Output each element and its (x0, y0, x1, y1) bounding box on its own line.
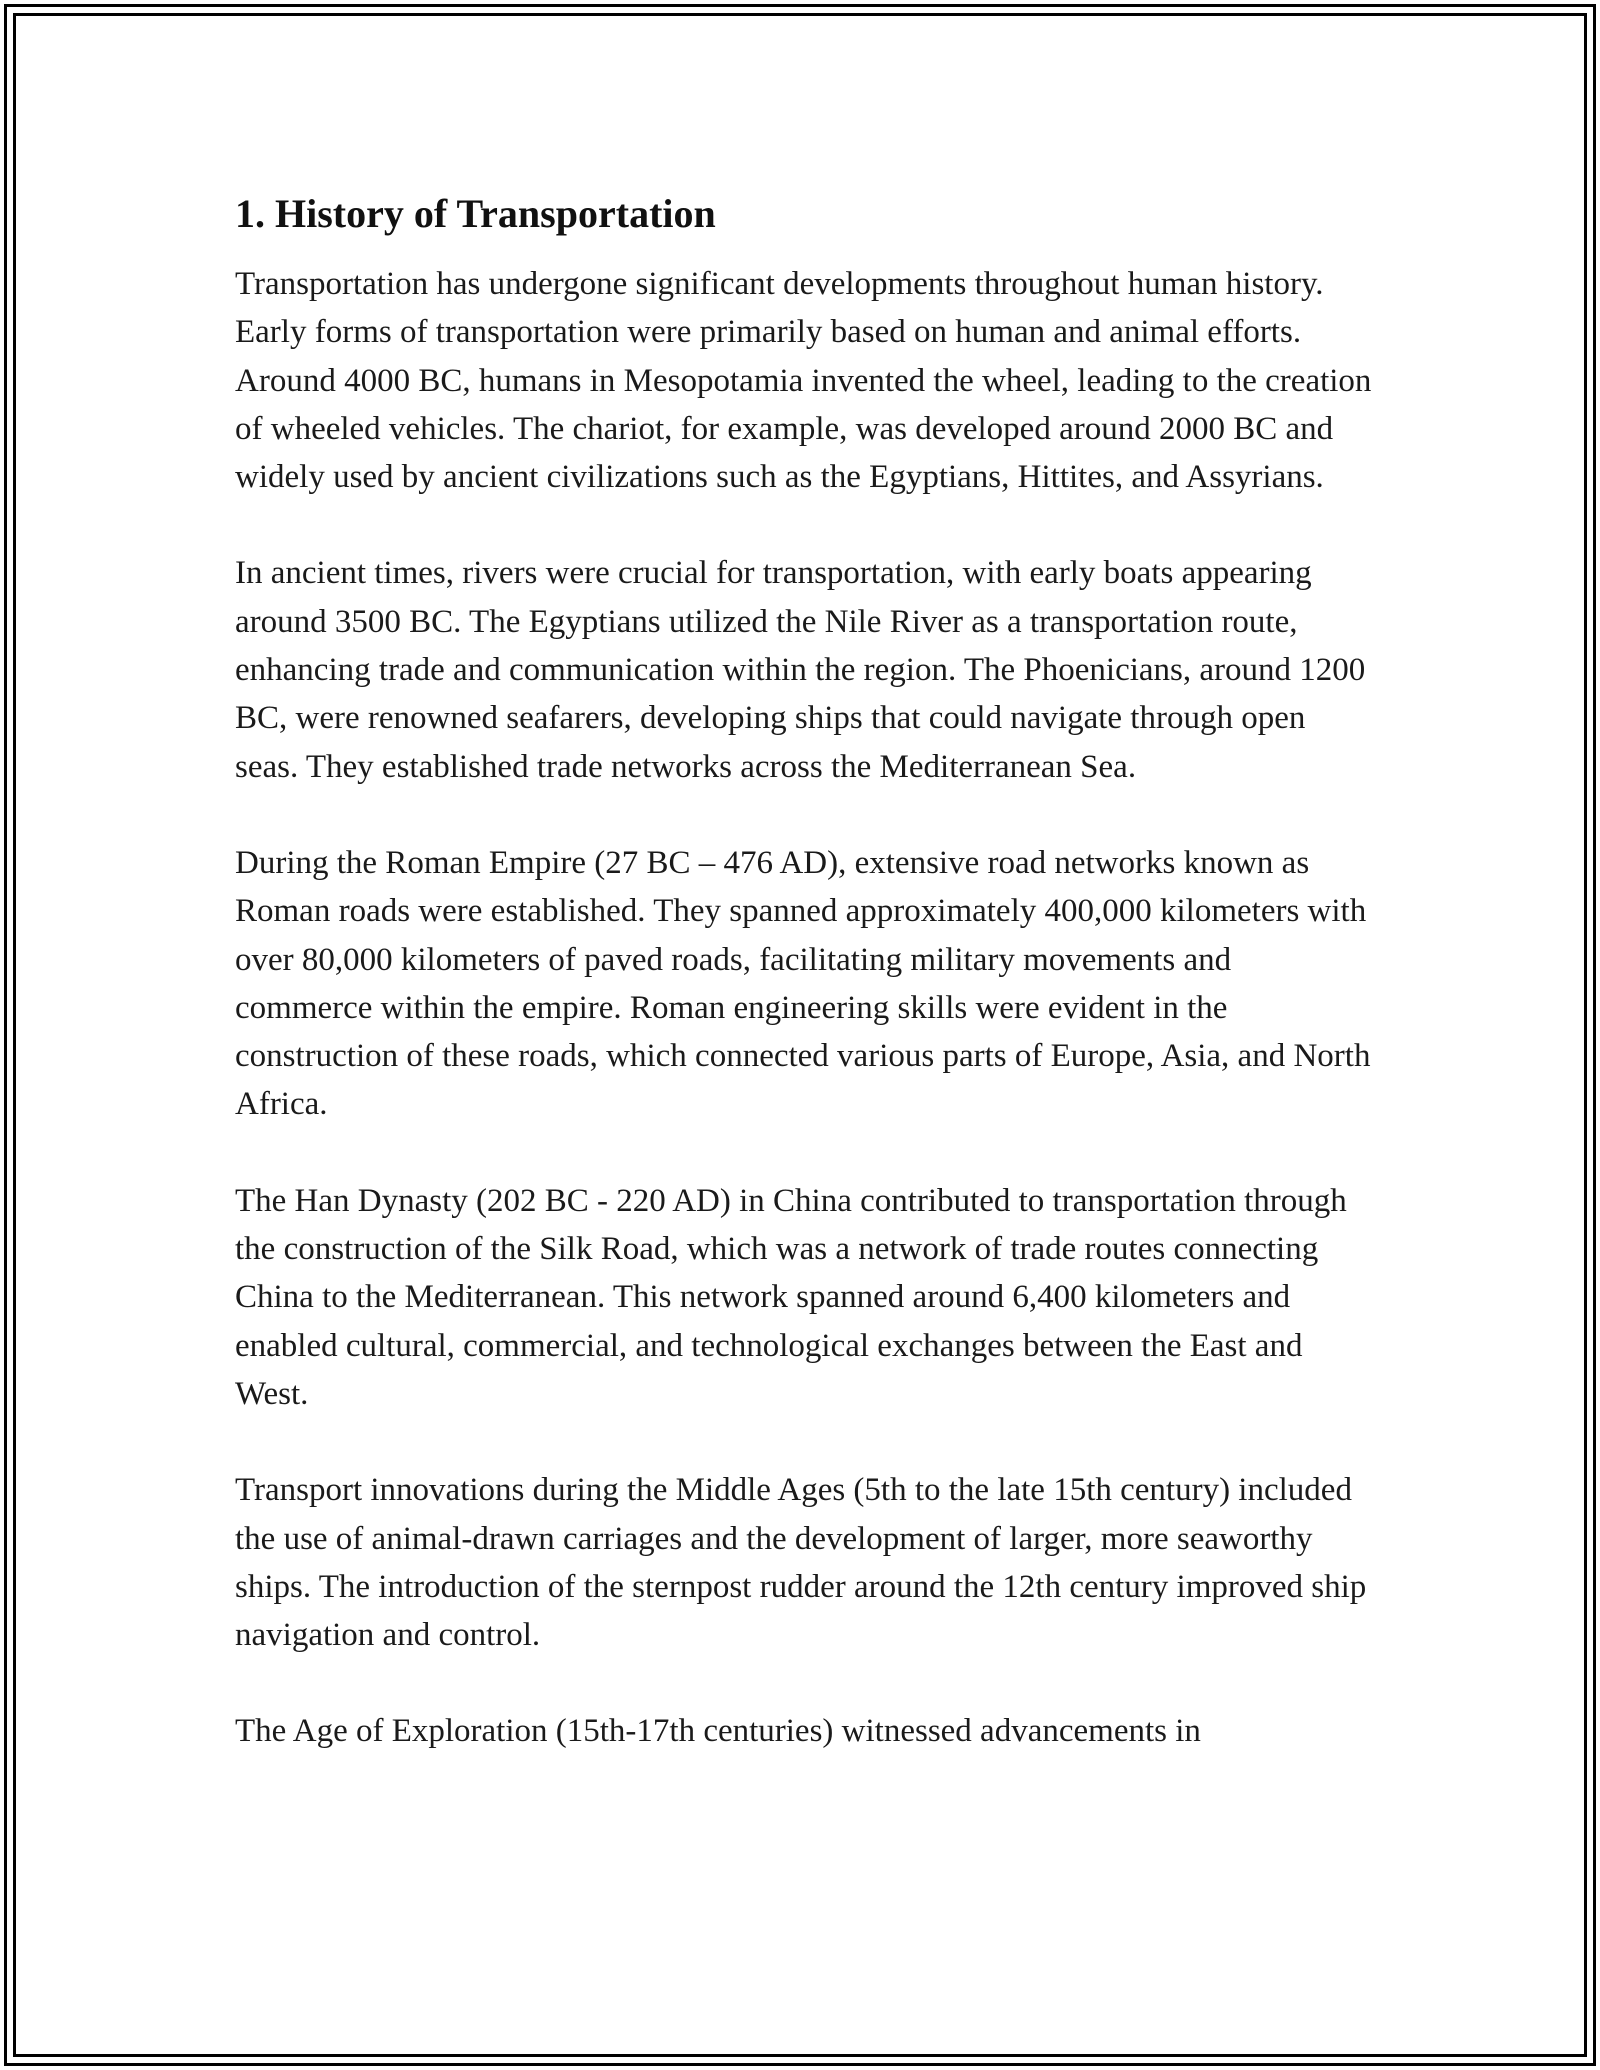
paragraph-middle-ages: Transport innovations during the Middle Ages (5th to the late 15th century) included the use of animal-drawn carriages and the development of larger, more seaworthy ships. The introduction of the sternpost rudder around the 12th century improved ship navigation and control. (235, 1472, 1367, 1654)
section-heading: 1. History of Transportation (235, 191, 716, 236)
paragraph-roman-roads: During the Roman Empire (27 BC – 476 AD), extensive road networks known as Roman roads were established. They spanned approximately 400,000 kilometers with over 80,000 kilometers of paved roads, facilitating military movements and commerce within the empire. Roman engineering skills were evident in the construction of these roads, which connected various parts of Europe, Asia, and North Africa. (235, 844, 1371, 1123)
document-body (235, 188, 1375, 1804)
paragraph-silk-road: The Han Dynasty (202 BC - 220 AD) in China contributed to transportation through the construction of the Silk Road, which was a network of trade routes connecting China to the Mediterranean. This network spanned around 6,400 kilometers and enabled cultural, commercial, and technological exchanges between the East and West. (235, 1182, 1347, 1412)
paragraph-rivers: In ancient times, rivers were crucial for transportation, with early boats appearing around 3500 BC. The Egyptians utilized the Nile River as a transportation route, enhancing trade and communication within the region. The Phoenicians, around 1200 BC, were renowned seafarers, developing ships that could navigate through open seas. They established trade networks across the Mediterranean Sea. (235, 555, 1366, 785)
paragraph-age-of-exploration: The Age of Exploration (15th-17th centuries) witnessed advancements in (235, 1713, 1201, 1750)
paragraph-wheel: Transportation has undergone significant developments throughout human history. Early forms of transportation were primarily based on human and animal efforts. Around 4000 BC, humans in Mesopotamia invented the wheel, leading to the creation of wheeled vehicles. The chariot, for example, was developed around 2000 BC and widely used by ancient civilizations such as the Egyptians, Hittites, and Assyrians. (235, 266, 1372, 496)
